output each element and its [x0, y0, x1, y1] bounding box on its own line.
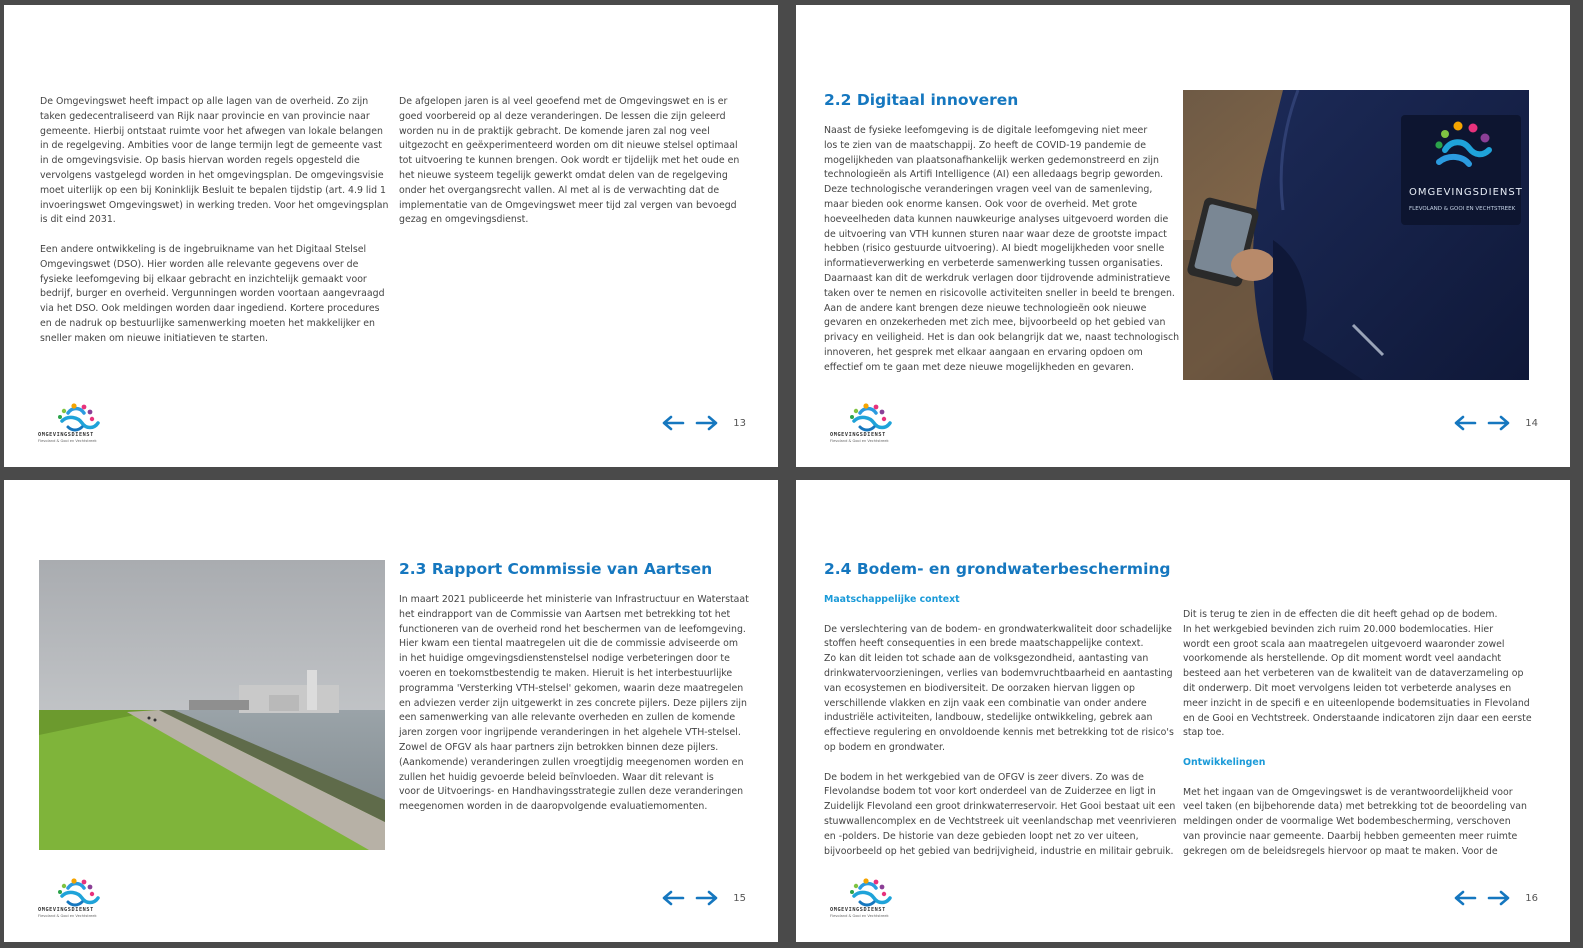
logo-subtitle: Flevoland & Gooi en Vechtstreek	[830, 439, 889, 443]
inspector-photo	[1183, 90, 1529, 380]
subheading-context: Maatschappelijke context	[824, 594, 960, 605]
page-16	[796, 480, 1570, 942]
previous-page-arrow-icon[interactable]	[1453, 415, 1477, 431]
next-page-arrow-icon[interactable]	[695, 415, 719, 431]
page-number: 16	[1525, 892, 1538, 904]
page-number: 14	[1525, 417, 1538, 429]
page-navigation	[661, 415, 746, 431]
subheading-developments: Ontwikkelingen	[1183, 756, 1266, 768]
logo-name: OMGEVINGSDIENST	[38, 907, 94, 913]
page-navigation	[1453, 890, 1538, 906]
logo-subtitle: Flevoland & Gooi en Vechtstreek	[38, 439, 97, 443]
left-column	[40, 95, 390, 361]
logo-subtitle: Flevoland & Gooi en Vechtstreek	[38, 914, 97, 918]
page-number: 13	[733, 417, 746, 429]
previous-page-arrow-icon[interactable]	[661, 415, 685, 431]
previous-page-arrow-icon[interactable]	[1453, 890, 1477, 906]
section-heading: 2.3 Rapport Commissie van Aartsen	[399, 560, 713, 578]
page-15	[4, 480, 778, 942]
body-text	[399, 593, 759, 830]
paragraph: Dit is terug te zien in de effecten die dit heeft gehad op de bodem. In het werkgebied bevinden zich ruim 20.000 bodemlocaties. Hier wordt een groot scala aan maatregelen uitgevoerd waaronder zowel voorkomende als herstellende. Op dit moment wordt veel aandacht besteed aan het verbeteren van de kwaliteit van de dataverzameling op dit onderwerp. Dit moet vervolgens leiden tot verbeterde analyses en meer inzicht in de specifi e en uiteenlopende bodemsituaties in Flevoland en de Gooi en Vechtstreek. Onderstaande indicatoren zijn daar een eerste stap toe.	[1183, 609, 1532, 739]
dike-illustration	[39, 560, 385, 850]
photo-label-1: OMGEVINGSDIENST	[1409, 187, 1523, 198]
paragraph: Een andere ontwikkeling is de ingebruikname van het Digitaal Stelsel Omgevingswet (DSO). Hier worden alle relevante gegevens over de fysieke leefomgeving bij elkaar gebracht en inzichtelijk gemaakt voor bedrijf, burger en overheid. Vergunningen worden voortaan aangevraagd via het DSO. Ook meldingen worden daar ingediend. Kortere procedures en de nadruk op bestuurlijke samenwerking moeten het makkelijker en sneller maken om nieuwe initiatieven te starten.	[40, 243, 385, 344]
paragraph: De bodem in het werkgebied van de OFGV is zeer divers. Zo was de Flevolandse bodem tot voor kort onderdeel van de Zuiderzee en ligt in Zuidelijk Flevoland een groot drinkwaterreservoir. Het Gooi bestaat uit een stuwwallencomplex en de Vechtstreek uit veenlandschap met veenrivieren en -polders. De historie van deze gebieden loopt net zo ver uiteen, bijvoorbeeld op het gebied van bedrijvigheid, industrie en militair gebruik.	[824, 771, 1177, 857]
logo-name: OMGEVINGSDIENST	[830, 432, 886, 438]
paragraph: De afgelopen jaren is al veel geoefend met de Omgevingswet en is er goed voorbereid op al deze veranderingen. De lessen die zijn geleerd worden nu in de praktijk gebracht. De komende jaren zal nog veel uitgezocht en geëxperimenteerd worden om dit nieuwe stelsel optimaal tot uitvoering te kunnen brengen. Ook wordt er tijdelijk met het oude en het nieuwe systeem tegelijk gewerkt omdat delen van de regelgeving onder het overgangsrecht vallen. Al met al is de verwachting dat de implementatie van de Omgevingswet meer tijd zal vergen van bevoegd gezag en omgevingsdienst.	[399, 96, 740, 226]
body-text	[824, 124, 1180, 390]
next-page-arrow-icon[interactable]	[1487, 415, 1511, 431]
paragraph: In maart 2021 publiceerde het ministerie van Infrastructuur en Waterstaat het eindrapport van de Commissie van Aartsen met betrekking tot het functioneren van de overheid rond het beschermen van de leefomgeving. Hier kwam een tiental maatregelen uit die de commissie adviseerde om in het huidige omgevingsdienstenstelsel nodige verbeteringen door te voeren en toekomstbestendig te maken. Hieruit is het interbestuurlijke programma 'Versterking VTH-stelsel' gekomen, waarin deze maatregelen en adviezen verder zijn uitgewerkt in zes concrete pijlers. Deze pijlers zijn een samenwerking van alle relevante overheden en zullen de komende jaren zorgen voor ingrijpende veranderingen in het algehele VTH-stelsel. Zowel de OFGV als haar partners zijn betrokken binnen deze pijlers. (Aankomende) veranderingen zullen vroegtijdig meegenomen worden en zullen het huidig gevoerde beleid beïnvloeden. Waar dit relevant is voor de Uitvoerings- en Handhavingsstrategie zullen deze veranderingen meegenomen worden in de daaropvolgende evaluatiemomenten.	[399, 594, 749, 813]
page-navigation	[1453, 415, 1538, 431]
jacket-illustration	[1183, 90, 1529, 380]
right-column	[399, 95, 749, 243]
paragraph: De verslechtering van de bodem- en grondwaterkwaliteit door schadelijke stoffen heeft consequenties in een brede maatschappelijke context. Zo kan dit leiden tot schade aan de volksgezondheid, aantasting van drinkwatervoorzieningen, verlies van bodemvruchtbaarheid en aantasting van ecosystemen en biodiversiteit. De oorzaken hiervan liggen op verschillende vlakken en zijn vaak een combinatie van onder andere industriële activiteiten, landbouw, stedelijke ontwikkeling, gebrek aan effectieve regulering en onvoldoende kennis met betrekking tot de risico's op bodem en grondwater.	[824, 623, 1174, 753]
page-14	[796, 5, 1570, 467]
logo-name: OMGEVINGSDIENST	[38, 432, 94, 438]
logo-subtitle: Flevoland & Gooi en Vechtstreek	[830, 914, 889, 918]
page-number: 15	[733, 892, 746, 904]
next-page-arrow-icon[interactable]	[695, 890, 719, 906]
paragraph: De Omgevingswet heeft impact op alle lagen van de overheid. Zo zijn taken gedecentraliseerd van Rijk naar provincie en van provincie naar gemeente. Hierbij ontstaat ruimte voor het afwegen van lokale belangen in de regelgeving. Ambities voor de lange termijn legt de gemeente vast in de omgevingsvisie. Op basis hiervan worden regels opgesteld die vervolgens vastgelegd worden in het omgevingsplan. De omgevingsvisie moet uiterlijk op een bij Koninklijk Besluit te bepalen tijdstip (art. 4.9 lid 1 invoeringswet Omgevingswet) in werking treden. Voor het omgevingsplan is dit eind 2031.	[40, 96, 389, 226]
right-column	[1183, 608, 1539, 874]
paragraph: Met het ingaan van de Omgevingswet is de verantwoordelijkheid voor veel taken (en bijbehorende data) met betrekking tot de beoordeling van meldingen onder de voormalige Wet bodembescherming, verschoven van provincie naar gemeente. Daarbij hebben gemeenten meer ruimte gekregen om de beleidsregels hiervoor op maat te maken. Voor de	[1183, 786, 1527, 857]
next-page-arrow-icon[interactable]	[1487, 890, 1511, 906]
section-heading: 2.2 Digitaal innoveren	[824, 91, 1019, 109]
paragraph: Naast de fysieke leefomgeving is de digitale leefomgeving niet meer los te zien van de maatschappij. Zo heeft de COVID-19 pandemie de mogelijkheden van plaatsonafhankelijk werken gedemonstreerd en zijn technologieën als Artifi Intelligence (AI) een alledaags begrip geworden. Deze technologische veranderingen vragen veel van de samenleving, maar bieden ook enorme kansen. Ook voor de overheid. Met grote hoeveelheden data kunnen nauwkeurige analyses uitgevoerd worden die de uitvoering van VTH kunnen sturen naar waar deze de grootste impact hebben (risico gestuurde uitvoering). AI biedt mogelijkheden voor snelle informatieverwerking en verbeterde samenwerking tussen organisaties. Daarnaast kan dit de werkdruk verlagen door tijdrovende administratieve taken over te nemen en risicovolle activiteiten sneller in beeld te brengen. Aan de andere kant brengen deze nieuwe technologieën ook nieuwe gevaren en onzekerheden met zich mee, bijvoorbeeld op het gebied van privacy en veiligheid. Het is dan ook belangrijk dat we, naast technologisch innoveren, het gesprek met elkaar aangaan en ervaring opdoen om effectief om te gaan met deze nieuwe mogelijkheden en gevaren.	[824, 125, 1180, 373]
page-13	[4, 5, 778, 467]
photo-label-2: FLEVOLAND & GOOI EN VECHTSTREEK	[1409, 206, 1516, 212]
previous-page-arrow-icon[interactable]	[661, 890, 685, 906]
dike-landscape-photo	[39, 560, 385, 850]
left-column	[824, 593, 1180, 874]
logo-name: OMGEVINGSDIENST	[830, 907, 886, 913]
page-navigation	[661, 890, 746, 906]
section-heading: 2.4 Bodem- en grondwaterbescherming	[824, 560, 1171, 578]
